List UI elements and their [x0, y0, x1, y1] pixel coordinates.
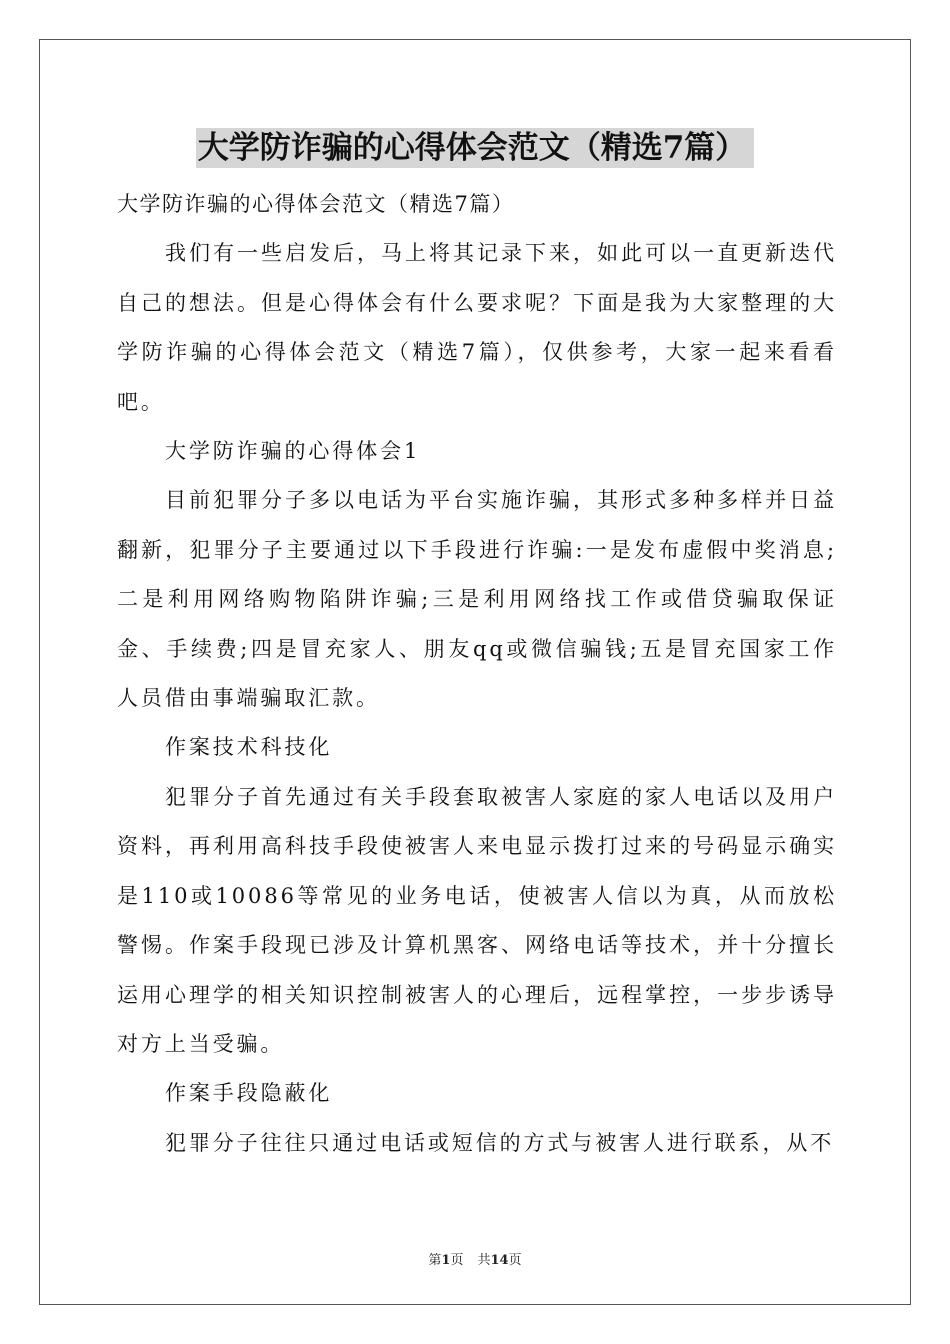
paragraph-fraud-methods: 目前犯罪分子多以电话为平台实施诈骗，其形式多种多样并日益翻新，犯罪分子主要通过以下手段进行诈骗:一是发布虚假中奖消息;二是利用网络购物陷阱诈骗;三是利用网络找工作或借贷骗取保证金、手续费;四是冒充家人、朋友qq或微信骗钱;五是冒充国家工作人员借由事端骗取汇款。	[117, 488, 837, 711]
page-total: 14	[490, 1253, 509, 1268]
document-title: 大学防诈骗的心得体会范文（精选7篇）	[196, 128, 755, 168]
paragraph-tech: 犯罪分子首先通过有关手段套取被害人家庭的家人电话以及用户资料，再利用高科技手段使被害人来电显示拨打过来的号码显示确实是110或10086等常见的业务电话，使被害人信以为真，从而放松警惕。作案手段现已涉及计算机黑客、网络电话等技术，并十分擅长运用心理学的相关知识控制被害人的心理后，远程掌控，一步步诱导对方上当受骗。	[117, 784, 837, 1056]
page-suffix: 页	[450, 1253, 464, 1268]
page-prefix: 第	[428, 1253, 442, 1268]
page-current: 1	[441, 1253, 451, 1268]
section-heading-hidden: 作案手段隐蔽化	[165, 1081, 333, 1106]
document-body	[117, 180, 837, 1168]
title-area	[0, 128, 950, 168]
section-heading-1: 大学防诈骗的心得体会1	[165, 439, 421, 464]
total-prefix: 共	[477, 1253, 491, 1268]
page-footer	[0, 1249, 950, 1268]
paragraph-hidden: 犯罪分子往往只通过电话或短信的方式与被害人进行联系，从不	[165, 1130, 835, 1155]
section-heading-tech: 作案技术科技化	[165, 735, 333, 760]
paragraph-intro: 我们有一些启发后，马上将其记录下来，如此可以一直更新迭代自己的想法。但是心得体会有什么要求呢？下面是我为大家整理的大学防诈骗的心得体会范文（精选7篇），仅供参考，大家一起来看看吧。	[117, 241, 837, 414]
total-suffix: 页	[508, 1253, 522, 1268]
paragraph-subtitle: 大学防诈骗的心得体会范文（精选7篇）	[117, 192, 515, 216]
